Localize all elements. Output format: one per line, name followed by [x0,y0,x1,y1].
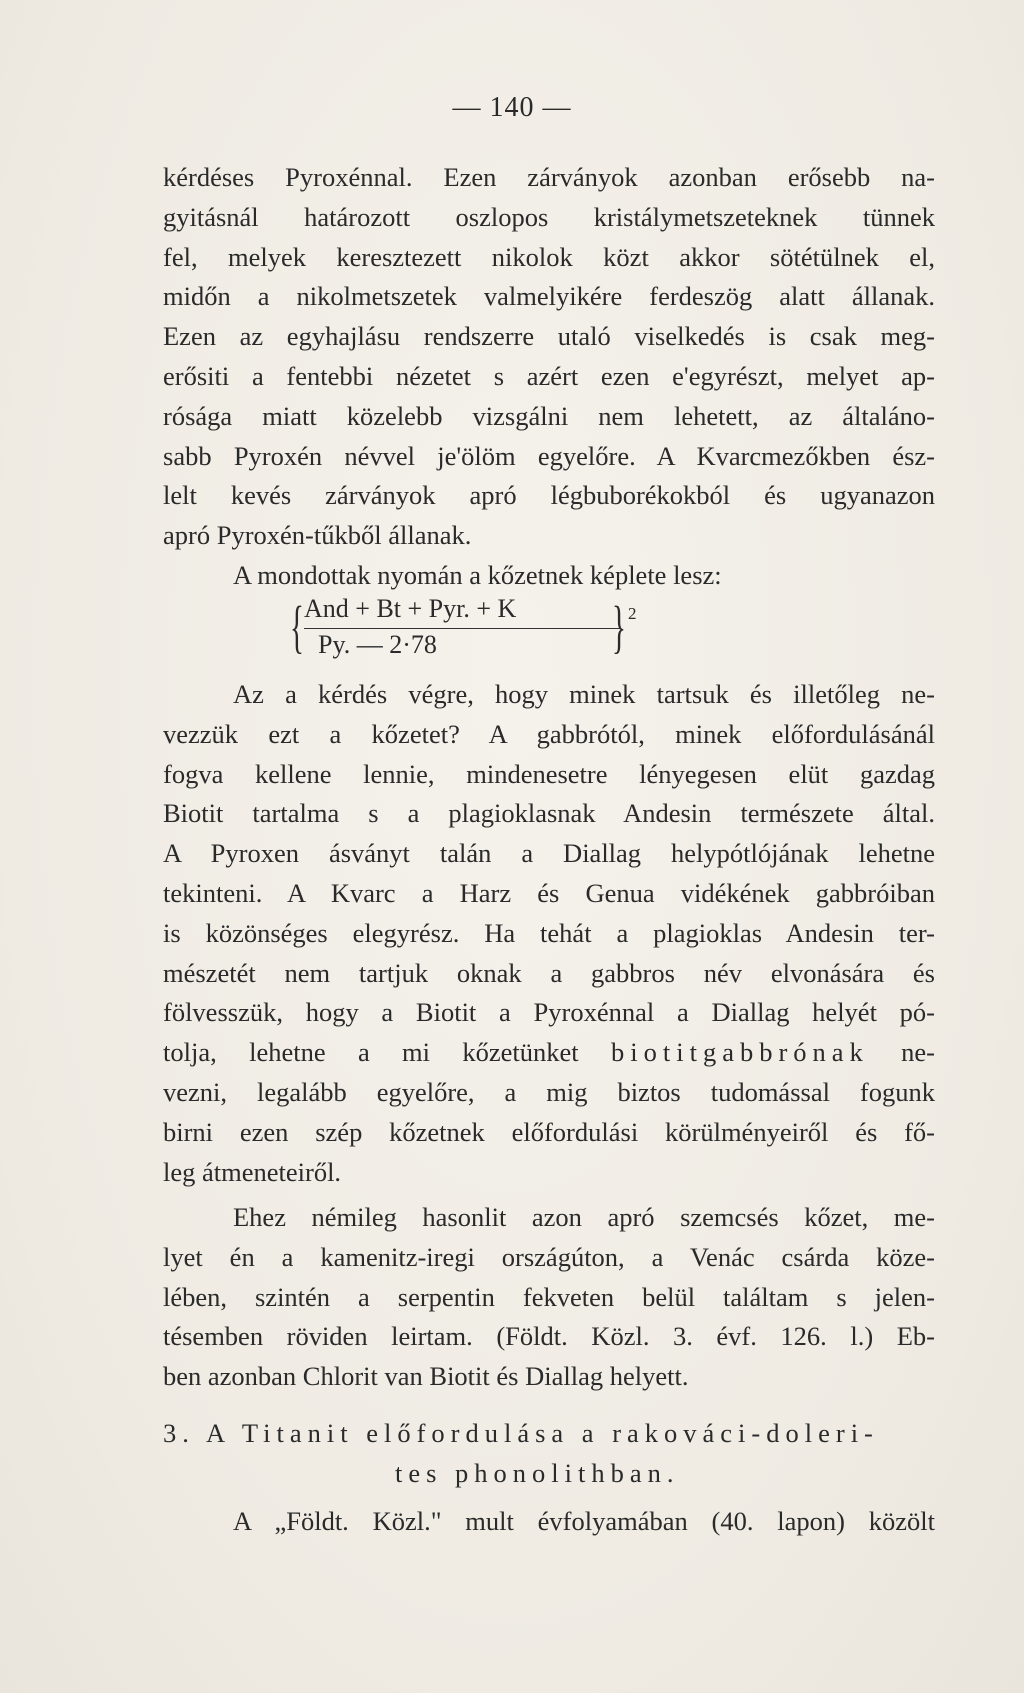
text-line: Az a kérdés végre, hogy minek tartsuk és illetőleg ne- [233,679,935,709]
text-line: lében, szintén a serpentin fekveten belül találtam s jelen- [163,1281,935,1312]
text-line: is közönséges elegyrész. Ha tehát a plagioklas Andesin ter- [163,917,935,948]
text-line: fogva kellene lennie, mindenesetre lényegesen elüt gazdag [163,758,935,789]
formula-right-brace: } [612,594,626,659]
formula-fraction-line [304,628,620,629]
paragraph-1 [163,158,935,596]
rock-formula [290,594,650,674]
text-line: mészetét nem tartjuk oknak a gabbros név elvonására és [163,957,935,988]
formula-left-brace: { [290,594,304,659]
text-line: leg átmeneteiről. [163,1156,342,1187]
text-line: kérdéses Pyroxénnal. Ezen zárványok azonban erősebb na- [163,162,935,192]
spaced-term: biotitgabbrónak [611,1037,869,1068]
text-line: gyitásnál határozott oszlopos kristálymetszeteknek tünnek [163,201,935,232]
text-line: Ezen az egyhajlásu rendszerre utaló viselkedés is csak meg- [163,321,935,352]
text-line [163,1033,935,1073]
text-line: birni ezen szép kőzetnek előfordulási körülményeiről és fő- [163,1116,935,1147]
text-line: midőn a nikolmetszetek valmelyikére ferdeszög alatt állanak. [163,281,935,312]
text-line: lelt kevés zárványok apró légbuborékokból és ugyanazon [163,480,935,511]
page-number: — 140 — [452,92,572,123]
text-line: fölvesszük, hogy a Biotit a Pyroxénnal a Diallag helyét pó- [163,997,935,1028]
text-line: fel, melyek keresztezett nikolok közt akkor sötétülnek el, [163,241,935,272]
text-fragment: tolja, lehetne a mi kőzetünket [163,1037,579,1068]
text-line: vezni, legalább egyelőre, a mig biztos tudomással fogunk [163,1076,935,1107]
paragraph-4 [163,1198,935,1397]
text-line: Ehez némileg hasonlit azon apró szemcsés kőzet, me- [233,1202,935,1232]
paragraph-3 [163,675,935,1192]
section-heading [163,1414,935,1494]
text-line: sabb Pyroxén névvel je'ölöm egyelőre. A Kvarcmezőkben ész- [163,440,935,471]
text-fragment: ne- [901,1037,936,1068]
text-line: apró Pyroxén-tűkből állanak. [163,520,472,551]
text-line: erősiti a fentebbi nézetet s azért ezen e'egyrészt, melyet ap- [163,360,935,391]
section-title: A Titanit előfordulása a rakováci-doleri- [206,1418,879,1448]
text-line: rósága miatt közelebb vizsgálni nem lehetett, az általáno- [163,400,935,431]
text-line: ben azonban Chlorit van Biotit és Diallag helyett. [163,1361,689,1392]
formula-numerator: And + Bt + Pyr. + K [304,594,517,623]
formula-exponent: 2 [628,604,637,623]
text-line: A Pyroxen ásványt talán a Diallag helypótlójának lehetne [163,838,935,869]
paragraph-2: A mondottak nyomán a kőzetnek képlete lesz: [233,559,722,590]
text-line: vezzük ezt a kőzetet? A gabbrótól, minek előfordulásánál [163,718,935,749]
text-line: lyet én a kamenitz-iregi országúton, a Venác csárda köze- [163,1241,935,1272]
section-heading-line-1 [163,1414,935,1454]
text-line: Biotit tartalma s a plagioklasnak Andesin természete által. [163,798,935,829]
text-line: tésemben röviden leirtam. (Földt. Közl. 3. évf. 126. l.) Eb- [163,1321,935,1352]
section-heading-line-2: tes phonolithban. [395,1457,680,1488]
paragraph-5 [163,1502,935,1542]
formula-denominator: Py. — 2·78 [318,630,437,659]
text-line: tekinteni. A Kvarc a Harz és Genua vidékének gabbróiban [163,877,935,908]
section-number: 3. [163,1418,195,1448]
text-line: A „Földt. Közl." mult évfolyamában (40. lapon) közölt [233,1506,935,1536]
